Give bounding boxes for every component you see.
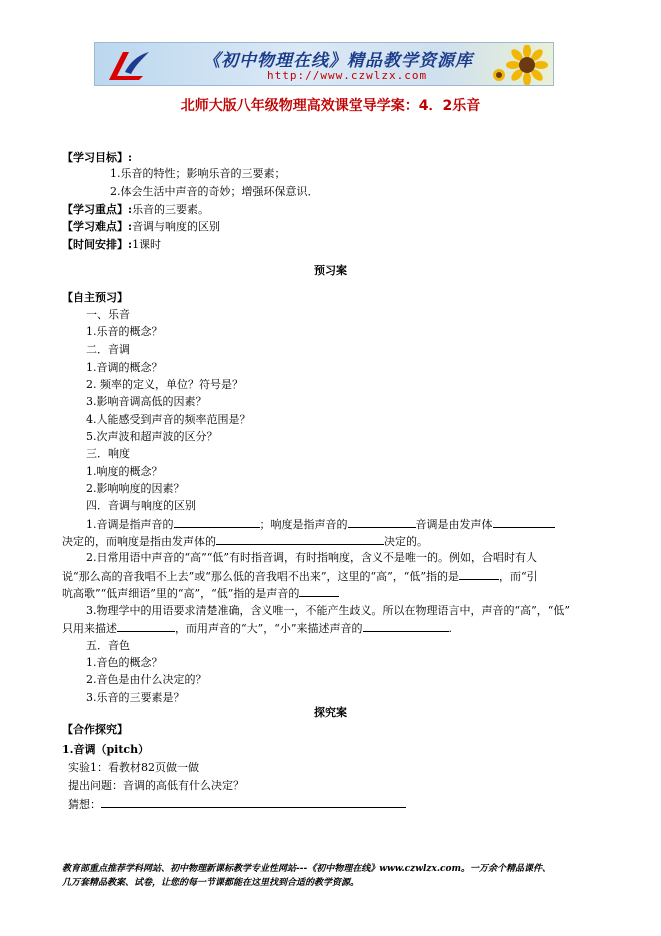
page-footer — [62, 862, 622, 890]
time-text: 1课时 — [132, 238, 162, 251]
footer-line-1: 教育部重点推荐学科网站、初中物理新课标教学专业性网站---《初中物理在线》www.czwlzx.com。一万余个精品课件、 — [62, 864, 552, 874]
p1-text-c: 音调是由发声体 — [415, 518, 493, 531]
banner-url[interactable]: http://www.czwlzx.com — [267, 69, 428, 82]
blank-5[interactable] — [459, 568, 499, 580]
p3-text-b: 只用来描述 — [62, 622, 117, 635]
footer-line-2: 几万套精品教案、试卷，让您的每一节课都能在这里找到合适的教学资源。 — [62, 878, 360, 888]
paragraph-3-line-2 — [62, 620, 452, 637]
paragraph-2-line-3 — [62, 585, 339, 602]
section-4: 四．音调与响度的区别 — [86, 499, 196, 512]
blank-7[interactable] — [117, 620, 175, 632]
guess-blank[interactable] — [101, 796, 406, 808]
p1-text-a: 1.音调是指声音的 — [86, 518, 174, 531]
section-5: 五．音色 — [86, 639, 130, 652]
s5-question-2: 2.音色是由什么决定的？ — [86, 673, 207, 686]
p1-text-e: 决定的。 — [384, 535, 428, 548]
paragraph-2-line-1: 2.日常用语中声音的“高”“低”有时指音调，有时指响度，含义不是唯一的。例如，合唱时有人 — [86, 551, 537, 564]
s2-question-1: 1.音调的概念？ — [86, 361, 163, 374]
preview-heading: 预习案 — [314, 264, 347, 277]
p2-text-d: 吭高歌”“低声细语”里的“高”，“低”指的是声音的 — [62, 587, 300, 600]
goals-label: 【学习目标】: — [62, 151, 133, 164]
p3-text-d: . — [448, 622, 452, 635]
focus-row — [62, 202, 209, 218]
pitch-heading: 1.音调（pitch） — [62, 743, 150, 756]
section-2: 二．音调 — [86, 343, 130, 356]
difficulty-label: 【学习难点】: — [62, 220, 133, 233]
sunflower-icon — [489, 45, 549, 85]
site-logo-icon — [103, 46, 151, 84]
paragraph-3-line-1: 3.物理学中的用语要求清楚准确，含义唯一，不能产生歧义。所以在物理语言中，声音的“高”，“低” — [86, 604, 570, 617]
blank-1[interactable] — [174, 516, 260, 528]
raise-question: 提出问题：音调的高低有什么决定？ — [68, 779, 244, 792]
p2-text-b: 说“那么高的音我唱不上去”或“那么低的音我唱不出来”，这里的“高”，“低”指的是 — [62, 570, 459, 583]
s2-question-3: 3.影响音调高低的因素？ — [86, 395, 207, 408]
goal-item-1: 1.乐音的特性；影响乐音的三要素； — [110, 167, 286, 180]
document-title: 北师大版八年级物理高效课堂导学案：4．2乐音 — [180, 98, 481, 114]
time-label: 【时间安排】: — [62, 238, 133, 251]
coop-label: 【合作探究】 — [62, 723, 128, 736]
paragraph-1-line-1 — [86, 516, 555, 533]
s2-question-5: 5.次声波和超声波的区分？ — [86, 430, 218, 443]
blank-6[interactable] — [299, 585, 339, 597]
p1-text-d: 决定的，而响度是指由发声体的 — [62, 535, 216, 548]
paragraph-1-line-2 — [62, 533, 428, 550]
paragraph-2-line-2 — [62, 568, 538, 585]
p3-text-c: ，而用声音的“大”，“小”来描述声音的 — [175, 622, 363, 635]
s3-question-1: 1.响度的概念？ — [86, 465, 163, 478]
p2-text-c: ，而“引 — [499, 570, 538, 583]
guess-label: 猜想： — [68, 798, 101, 811]
blank-3[interactable] — [493, 516, 555, 528]
guess-row — [68, 796, 406, 813]
s3-question-2: 2.影响响度的因素？ — [86, 482, 185, 495]
focus-text: 乐音的三要素。 — [132, 203, 210, 216]
explore-heading: 探究案 — [314, 706, 347, 719]
s5-question-1: 1.音色的概念？ — [86, 656, 163, 669]
difficulty-text: 音调与响度的区别 — [132, 220, 221, 233]
focus-label: 【学习重点】: — [62, 203, 133, 216]
blank-8[interactable] — [363, 620, 449, 632]
banner-title: 《初中物理在线》精品教学资源库 — [203, 51, 473, 71]
s2-question-2: 2. 频率的定义，单位？符号是？ — [86, 378, 243, 391]
site-banner — [94, 42, 554, 86]
p1-text-b: ；响度是指声音的 — [259, 518, 348, 531]
goal-item-2: 2.体会生活中声音的奇妙；增强环保意识． — [110, 185, 319, 198]
experiment-1: 实验1：看教材82页做一做 — [68, 761, 199, 774]
difficulty-row — [62, 219, 220, 235]
s5-question-3: 3.乐音的三要素是？ — [86, 691, 185, 704]
blank-4[interactable] — [216, 533, 384, 545]
section-1: 一、乐音 — [86, 308, 130, 321]
time-row — [62, 237, 161, 253]
s2-question-4: 4.人能感受到声音的频率范围是？ — [86, 413, 251, 426]
self-study-label: 【自主预习】 — [62, 291, 128, 304]
s1-question-1: 1.乐音的概念？ — [86, 325, 163, 338]
section-3: 三．响度 — [86, 447, 130, 460]
blank-2[interactable] — [348, 516, 416, 528]
